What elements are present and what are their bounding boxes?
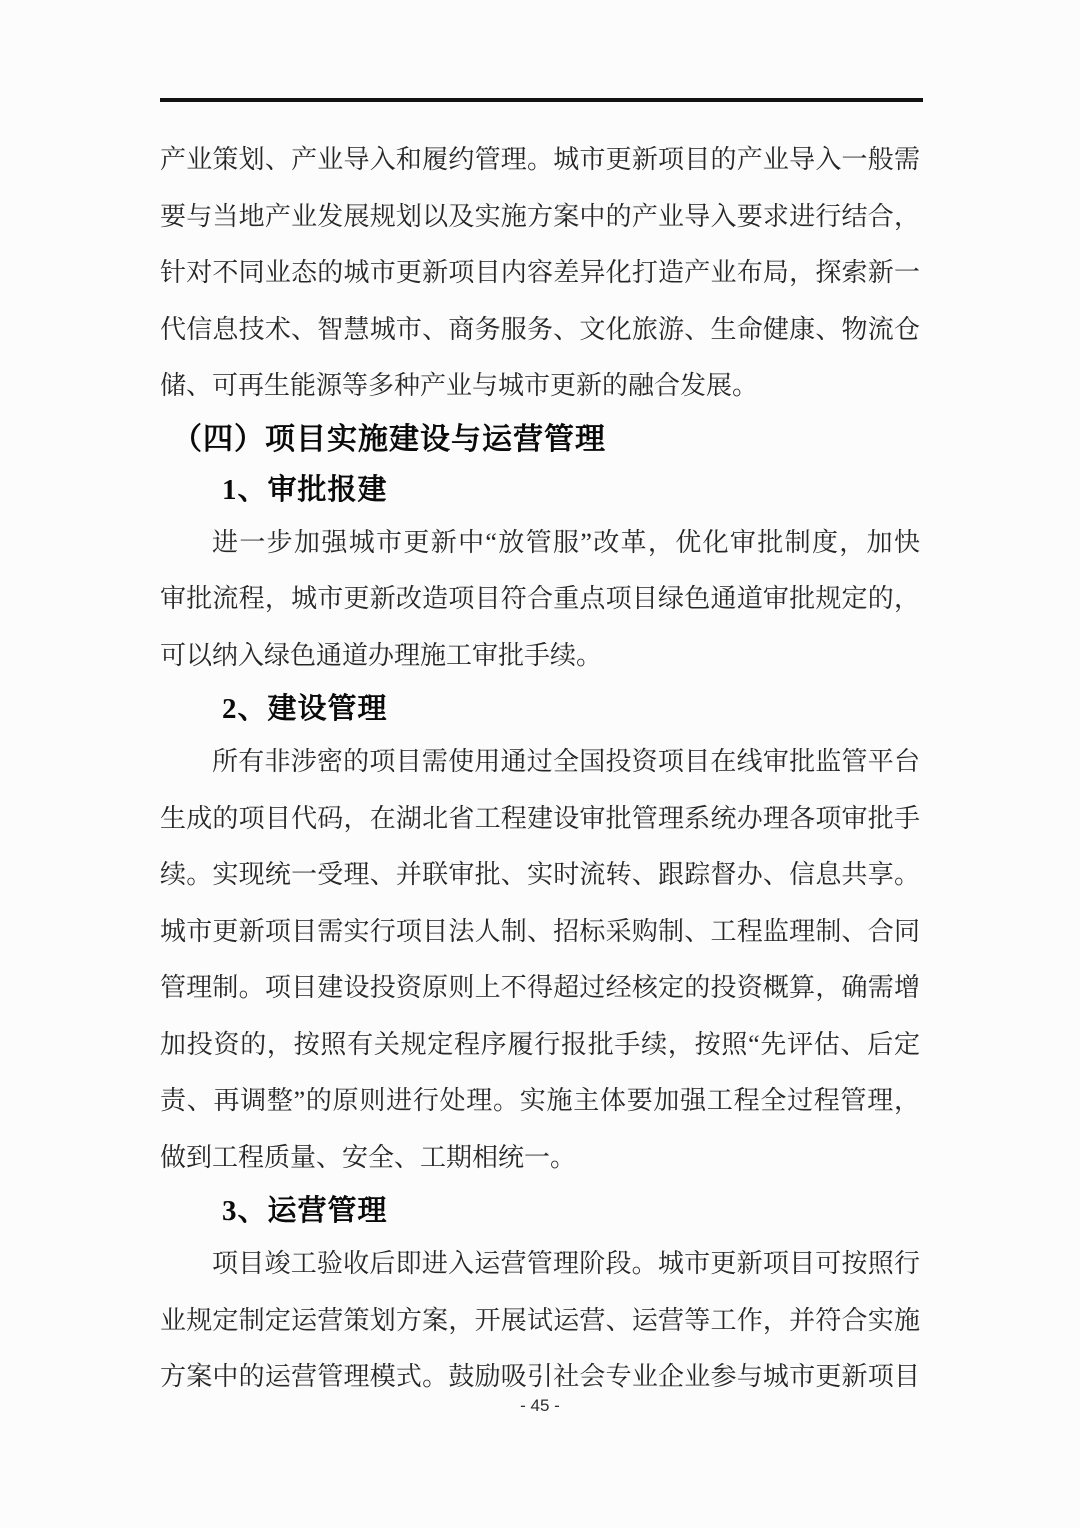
- page-number: - 45 -: [520, 1396, 560, 1415]
- text-line: 可以纳入绿色通道办理施工审批手续。: [160, 640, 603, 670]
- text-line: 责、再调整”的原则进行处理。实施主体要加强工程全过程管理，: [160, 1086, 920, 1115]
- text-line: 针对不同业态的城市更新项目内容差异化打造产业布局，探索新一: [160, 258, 920, 287]
- text-line: 管理制。项目建设投资原则上不得超过经核定的投资概算，确需增: [160, 973, 920, 1002]
- text-line: 审批流程，城市更新改造项目符合重点项目绿色通道审批规定的，: [160, 584, 920, 613]
- text-line: 做到工程质量、安全、工期相统一。: [160, 1142, 577, 1172]
- subsection-heading: 2、建设管理: [222, 693, 388, 725]
- text-line: 储、可再生能源等多种产业与城市更新的融合发展。: [160, 371, 759, 400]
- text-line: 生成的项目代码，在湖北省工程建设审批管理系统办理各项审批手: [160, 803, 920, 833]
- text-line: 业规定制定运营策划方案，开展试运营、运营等工作，并符合实施: [160, 1305, 920, 1335]
- text-line: 代信息技术、智慧城市、商务服务、文化旅游、生命健康、物流仓: [160, 314, 920, 344]
- text-line: 所有非涉密的项目需使用通过全国投资项目在线审批监管平台: [212, 747, 920, 776]
- header-rule: [160, 98, 923, 102]
- section-heading: （四）项目实施建设与运营管理: [172, 422, 606, 456]
- text-line: 加投资的，按照有关规定程序履行报批手续，按照“先评估、后定: [160, 1029, 920, 1059]
- text-line: 产业策划、产业导入和履约管理。城市更新项目的产业导入一般需: [160, 145, 920, 174]
- document-body: [160, 132, 920, 1406]
- subsection-heading: 1、审批报建: [222, 473, 388, 506]
- text-line: 进一步加强城市更新中“放管服”改革，优化审批制度，加快: [212, 527, 920, 557]
- text-line: 续。实现统一受理、并联审批、实时流转、跟踪督办、信息共享。: [160, 860, 920, 889]
- subsection-heading: 3、运营管理: [222, 1195, 388, 1227]
- text-line: 方案中的运营管理模式。鼓励吸引社会专业企业参与城市更新项目: [160, 1362, 920, 1391]
- text-line: 项目竣工验收后即进入运营管理阶段。城市更新项目可按照行: [212, 1249, 920, 1278]
- text-line: 要与当地产业发展规划以及实施方案中的产业导入要求进行结合，: [160, 201, 920, 231]
- text-line: 城市更新项目需实行项目法人制、招标采购制、工程监理制、合同: [160, 916, 920, 946]
